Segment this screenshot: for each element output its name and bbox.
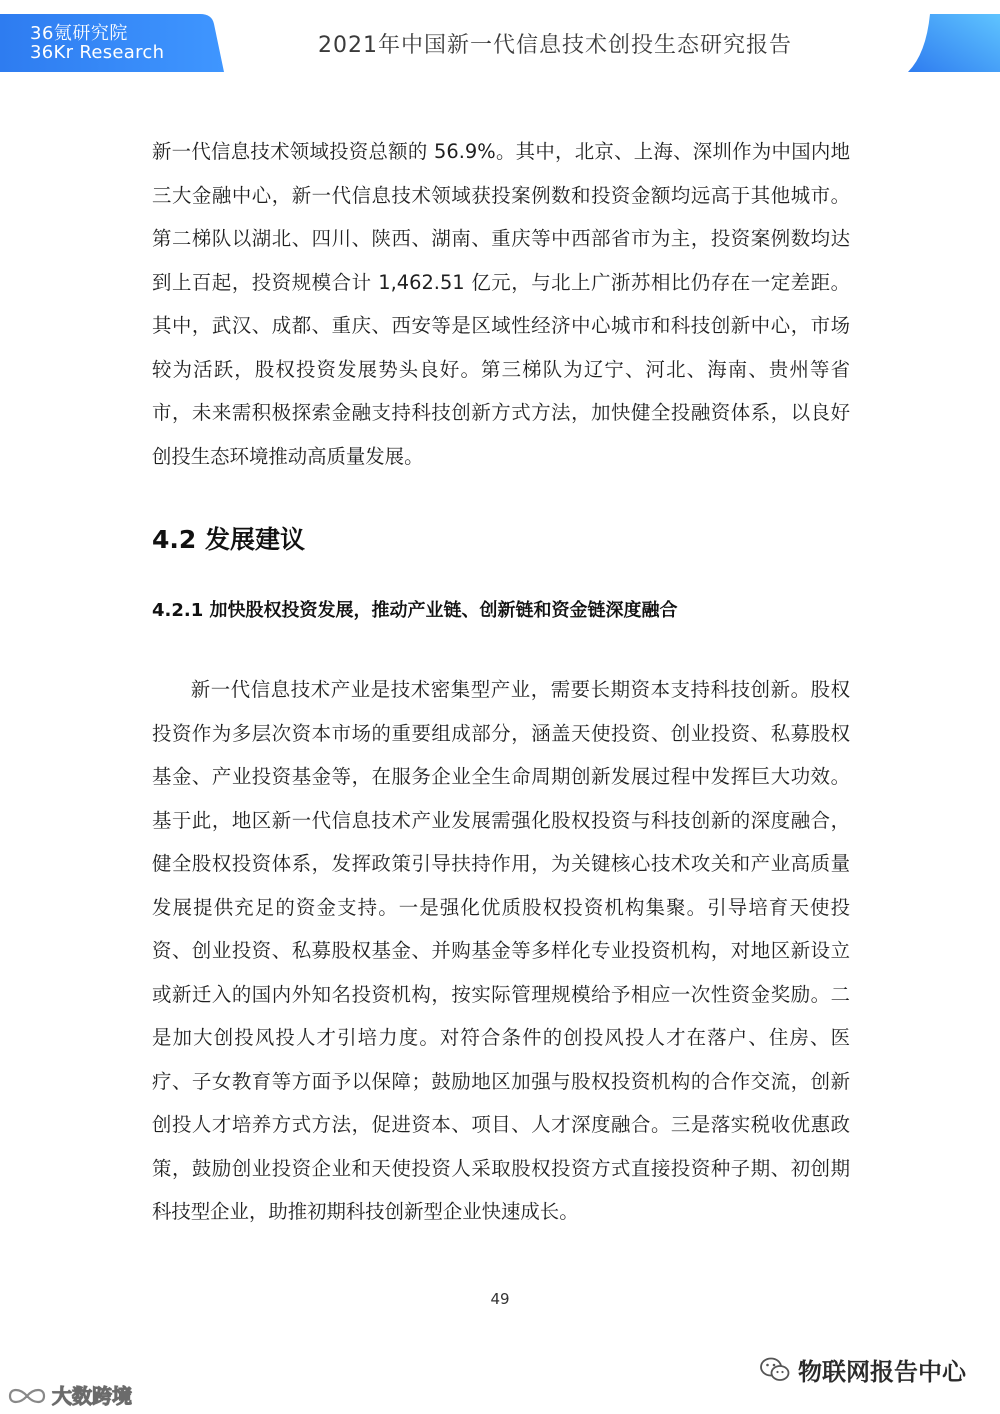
watermark-left <box>6 1380 132 1409</box>
section-heading: 4.2 发展建议 <box>152 525 305 554</box>
page-number: 49 <box>490 1290 510 1308</box>
watermark-right-text: 物联网报告中心 <box>798 1358 966 1386</box>
logo-en-text: 36Kr Research <box>30 42 165 63</box>
infinity-logo-icon <box>6 1384 48 1406</box>
subsection-heading: 4.2.1 加快股权投资发展，推动产业链、创新链和资金链深度融合 <box>152 600 678 621</box>
corner-decoration-icon <box>908 14 1000 74</box>
watermark-left-text: 大数跨境 <box>52 1384 132 1408</box>
report-title: 2021年中国新一代信息技术创投生态研究报告 <box>318 33 792 58</box>
logo-cn-text: 36氪研究院 <box>30 23 128 44</box>
main-content <box>152 130 850 1234</box>
body-paragraph-2: 新一代信息技术产业是技术密集型产业，需要长期资本支持科技创新。股权投资作为多层次资本市场的重要组成部分，涵盖天使投资、创业投资、私募股权基金、产业投资基金等，在服务企业全生命周期创新发展过程中发挥巨大功效。基于此，地区新一代信息技术产业发展需强化股权投资与科技创新的深度融合，健全股权投资体系，发挥政策引导扶持作用，为关键核心技术攻关和产业高质量发展提供充足的资金支持。一是强化优质股权投资机构集聚。引导培育天使投资、创业投资、私募股权基金、并购基金等多样化专业投资机构，对地区新设立或新迁入的国内外知名投资机构，按实际管理规模给予相应一次性资金奖励。二是加大创投风投人才引培力度。对符合条件的创投风投人才在落户、住房、医疗、子女教育等方面予以保障；鼓励地区加强与股权投资机构的合作交流，创新创投人才培养方式方法，促进资本、项目、人才深度融合。三是落实税收优惠政策，鼓励创业投资企业和天使投资人采取股权投资方式直接投资种子期、初创期科技型企业，助推初期科技创新型企业快速成长。 <box>152 678 850 1223</box>
page-header <box>0 0 1000 80</box>
wechat-icon <box>760 1357 790 1383</box>
watermark-right <box>760 1352 966 1387</box>
body-paragraph-1: 新一代信息技术领域投资总额的 56.9%。其中，北京、上海、深圳作为中国内地三大金融中心，新一代信息技术领域获投案例数和投资金额均远高于其他城市。第二梯队以湖北、四川、陕西、湖南、重庆等中西部省市为主，投资案例数均达到上百起，投资规模合计 1,462.51 亿元，与北上广浙苏相比仍存在一定差距。其中，武汉、成都、重庆、西安等是区域性经济中心城市和科技创新中心，市场较为活跃，股权投资发展势头良好。第三梯队为辽宁、河北、海南、贵州等省市，未来需积极探索金融支持科技创新方式方法，加快健全投融资体系，以良好创投生态环境推动高质量发展。 <box>152 140 850 468</box>
